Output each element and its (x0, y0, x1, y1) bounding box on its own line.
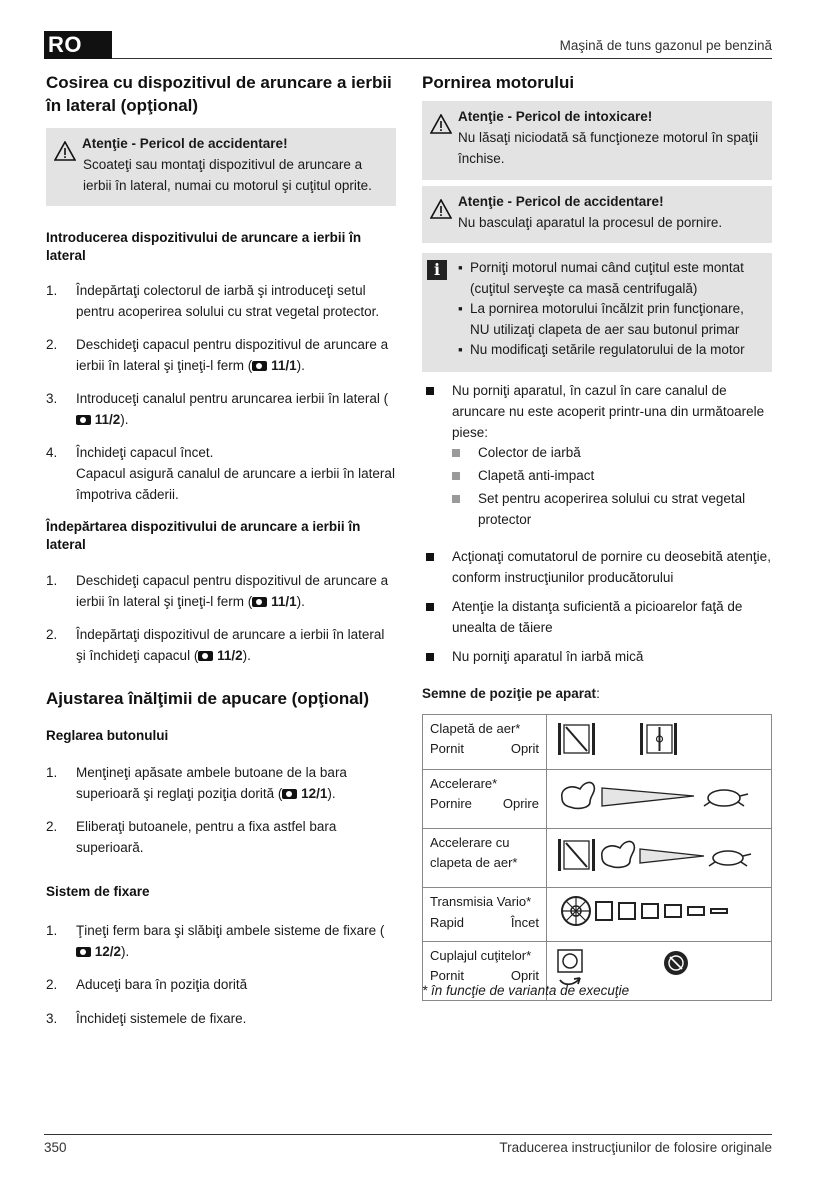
warning-text: Nu lăsaţi niciodată să funcţioneze motorul în spaţii închise. (458, 129, 759, 166)
throttle-choke-icon (554, 833, 764, 877)
warning-text: Scoateţi sau montaţi dispozitivul de aruncare a ierbii în lateral, numai cu motorul şi cuţitul oprite. (83, 156, 372, 193)
figure-ref: 11/1 (271, 357, 297, 373)
figure-ref: 12/1 (301, 785, 328, 801)
subheading-insert-discharge: Introducerea dispozitivului de aruncare a ierbii în lateral (46, 230, 362, 263)
throttle-symbols (547, 770, 772, 829)
position-signs-table (422, 714, 772, 1001)
step-text: Închideţi sistemele de fixare. (76, 1011, 247, 1026)
subheading-remove-discharge: Îndepărtarea dispozitivului de aruncare a ierbii în lateral (46, 519, 361, 552)
bullet-square (452, 449, 460, 457)
bullet-square (426, 653, 434, 661)
step-text: Îndepărtaţi colectorul de iarbă şi introduceţi setul pentru acoperirea solului cu strat vegetal protector. (76, 283, 380, 319)
step-text: Aduceţi bara în poziţia dorită (76, 977, 248, 992)
warning-title: Atenţie - Pericol de accidentare! (82, 136, 288, 151)
bullet: ▪ (458, 260, 463, 275)
step-text: Îndepărtaţi dispozitivul de aruncare a ierbii în lateral şi închideţi capacul ( 11/2). (76, 627, 385, 663)
list-text: Nu porniţi aparatul, în cazul în care canalul de aruncare nu este acoperit printr-una din următoarele piese: (452, 383, 765, 440)
sub-list-item: Colector de iarbă (452, 443, 772, 466)
steps-insert-list (46, 281, 396, 513)
steps-button-list (46, 763, 396, 871)
table-row (423, 888, 772, 941)
page-number: 350 (44, 1140, 67, 1155)
list-item (426, 381, 772, 443)
list-text: Acţionaţi comutatorul de pornire cu deosebită atenţie, conform instrucţiunilor producătorului (452, 549, 771, 585)
list-item (426, 647, 772, 668)
list-item (46, 571, 396, 625)
vario-symbols (547, 888, 772, 941)
bullet: ▪ (458, 301, 463, 316)
camera-icon (198, 651, 213, 661)
header-title: Maşină de tuns gazonul pe benzină (559, 38, 772, 53)
bullet-square (426, 387, 434, 395)
bullet: ▪ (458, 342, 463, 357)
warning-box-accident-2 (422, 186, 772, 243)
step-number: 1. (46, 923, 58, 938)
footnote: * în funcţie de varianta de execuţie (422, 983, 630, 998)
sub-list-item: Clapetă anti-impact (452, 466, 772, 489)
list-item (46, 763, 396, 817)
step-number: 2. (46, 337, 58, 352)
warning-triangle-icon (54, 141, 76, 161)
throttle-icon (554, 774, 764, 818)
table-cell-label: Transmisia Vario* Rapid Încet (423, 888, 547, 941)
table-row (423, 715, 772, 770)
warning-triangle-icon (430, 199, 452, 219)
step-number: 1. (46, 283, 58, 298)
warning-box-intoxication (422, 101, 772, 180)
step-number: 2. (46, 977, 58, 992)
list-item (426, 597, 772, 647)
step-number: 2. (46, 627, 58, 642)
list-text: Nu porniţi aparatul în iarbă mică (452, 649, 644, 664)
step-number: 4. (46, 445, 58, 460)
start-precautions-list (426, 381, 772, 668)
step-text: Închideţi capacul încet. Capacul asigură canalul de aruncare a ierbii în lateral împotriva căderii. (76, 445, 395, 502)
step-number: 1. (46, 765, 58, 780)
info-icon: i (427, 260, 447, 280)
vario-icon (554, 892, 764, 930)
figure-ref: 12/2 (94, 943, 122, 959)
language-badge: RO (44, 31, 112, 59)
list-item (46, 335, 396, 389)
section-title-engine-start: Pornirea motorului (422, 73, 575, 92)
turtle-icon (708, 790, 740, 806)
list-text: Atenţie la distanţa suficientă a picioarelor faţă de unealta de tăiere (452, 599, 743, 635)
list-item (46, 443, 396, 513)
section-title-side-discharge: Cosirea cu dispozitivul de aruncare a ierbii în lateral (opţional) (46, 73, 392, 115)
bullet-square (452, 495, 460, 503)
camera-icon (76, 947, 91, 957)
list-item (46, 817, 396, 871)
warning-title: Atenţie - Pericol de accidentare! (458, 194, 664, 209)
step-text: Deschideţi capacul pentru dispozitivul de aruncare a ierbii în lateral şi ţineţi-l ferm ( 11/1). (76, 573, 389, 609)
table-cell-label: Clapetă de aer* Pornit Oprit (423, 715, 547, 770)
figure-ref: 11/2 (217, 647, 243, 663)
step-text: Eliberaţi butoanele, pentru a fixa astfel bara superioară. (76, 819, 337, 855)
warning-text: Nu basculaţi aparatul la procesul de pornire. (458, 214, 723, 230)
info-box (422, 253, 772, 372)
list-item (46, 1009, 396, 1043)
figure-ref: 11/1 (271, 593, 297, 609)
step-text: Deschideţi capacul pentru dispozitivul de aruncare a ierbii în lateral şi ţineţi-l ferm ( 11/1). (76, 337, 389, 373)
camera-icon (282, 789, 297, 799)
list-item (46, 625, 396, 679)
sub-list (426, 443, 772, 547)
rabbit-icon (562, 783, 595, 809)
footer-title: Traducerea instrucţiunilor de folosire originale (499, 1140, 772, 1155)
bullet-square (426, 553, 434, 561)
sub-list-item: Set pentru acoperirea solului cu strat vegetal protector (452, 489, 772, 531)
section-title-handle-height: Ajustarea înălţimii de apucare (opţional) (46, 689, 370, 708)
steps-fixing-list (46, 921, 396, 1043)
step-number: 2. (46, 819, 58, 834)
choke-icon (554, 719, 764, 759)
step-number: 3. (46, 1011, 58, 1026)
list-item (46, 281, 396, 335)
footer-rule (44, 1134, 772, 1135)
camera-icon (76, 415, 91, 425)
steps-remove-list (46, 571, 396, 679)
choke-symbols (547, 715, 772, 770)
info-item: ▪ Nu modificaţi setările regulatorului de la motor (458, 340, 762, 361)
table-row (423, 770, 772, 829)
step-number: 1. (46, 573, 58, 588)
step-text: Ţineţi ferm bara şi slăbiţi ambele sisteme de fixare ( 12/2). (76, 923, 385, 959)
subheading-button-adjust: Reglarea butonului (46, 728, 169, 743)
subheading-fixing-system: Sistem de fixare (46, 884, 150, 899)
list-item (46, 975, 396, 1009)
info-item: ▪ La pornirea motorului încălzit prin funcţionare, NU utilizaţi clapeta de aer sau butonul primar (458, 299, 762, 340)
header-rule (112, 58, 772, 59)
step-text: Menţineţi apăsate ambele butoane de la bara superioară şi reglaţi poziţia dorită ( 12/1). (76, 765, 347, 801)
bullet-square (452, 472, 460, 480)
info-item: ▪ Porniţi motorul numai când cuţitul este montat (cuţitul serveşte ca masă centrifugală) (458, 258, 762, 299)
warning-triangle-icon (430, 114, 452, 134)
list-item (46, 389, 396, 443)
warning-title: Atenţie - Pericol de intoxicare! (458, 109, 653, 124)
figure-ref: 11/2 (94, 411, 121, 427)
table-row (423, 829, 772, 888)
signs-heading: Semne de poziţie pe aparat: (422, 686, 600, 701)
table-cell-label: Accelerare* Pornire Oprire (423, 770, 547, 829)
step-text: Introduceţi canalul pentru aruncarea ierbii în lateral ( 11/2). (76, 391, 389, 427)
warning-box-accident-1 (46, 128, 396, 206)
camera-icon (252, 361, 267, 371)
bullet-square (426, 603, 434, 611)
throttle-choke-symbols (547, 829, 772, 888)
step-number: 3. (46, 391, 58, 406)
list-item (46, 921, 396, 975)
table-cell-label: Cuplajul cuţitelor* Pornit Oprit (423, 941, 547, 1000)
camera-icon (252, 597, 267, 607)
list-item (426, 547, 772, 597)
table-cell-label: Accelerare cu clapeta de aer* (423, 829, 547, 888)
